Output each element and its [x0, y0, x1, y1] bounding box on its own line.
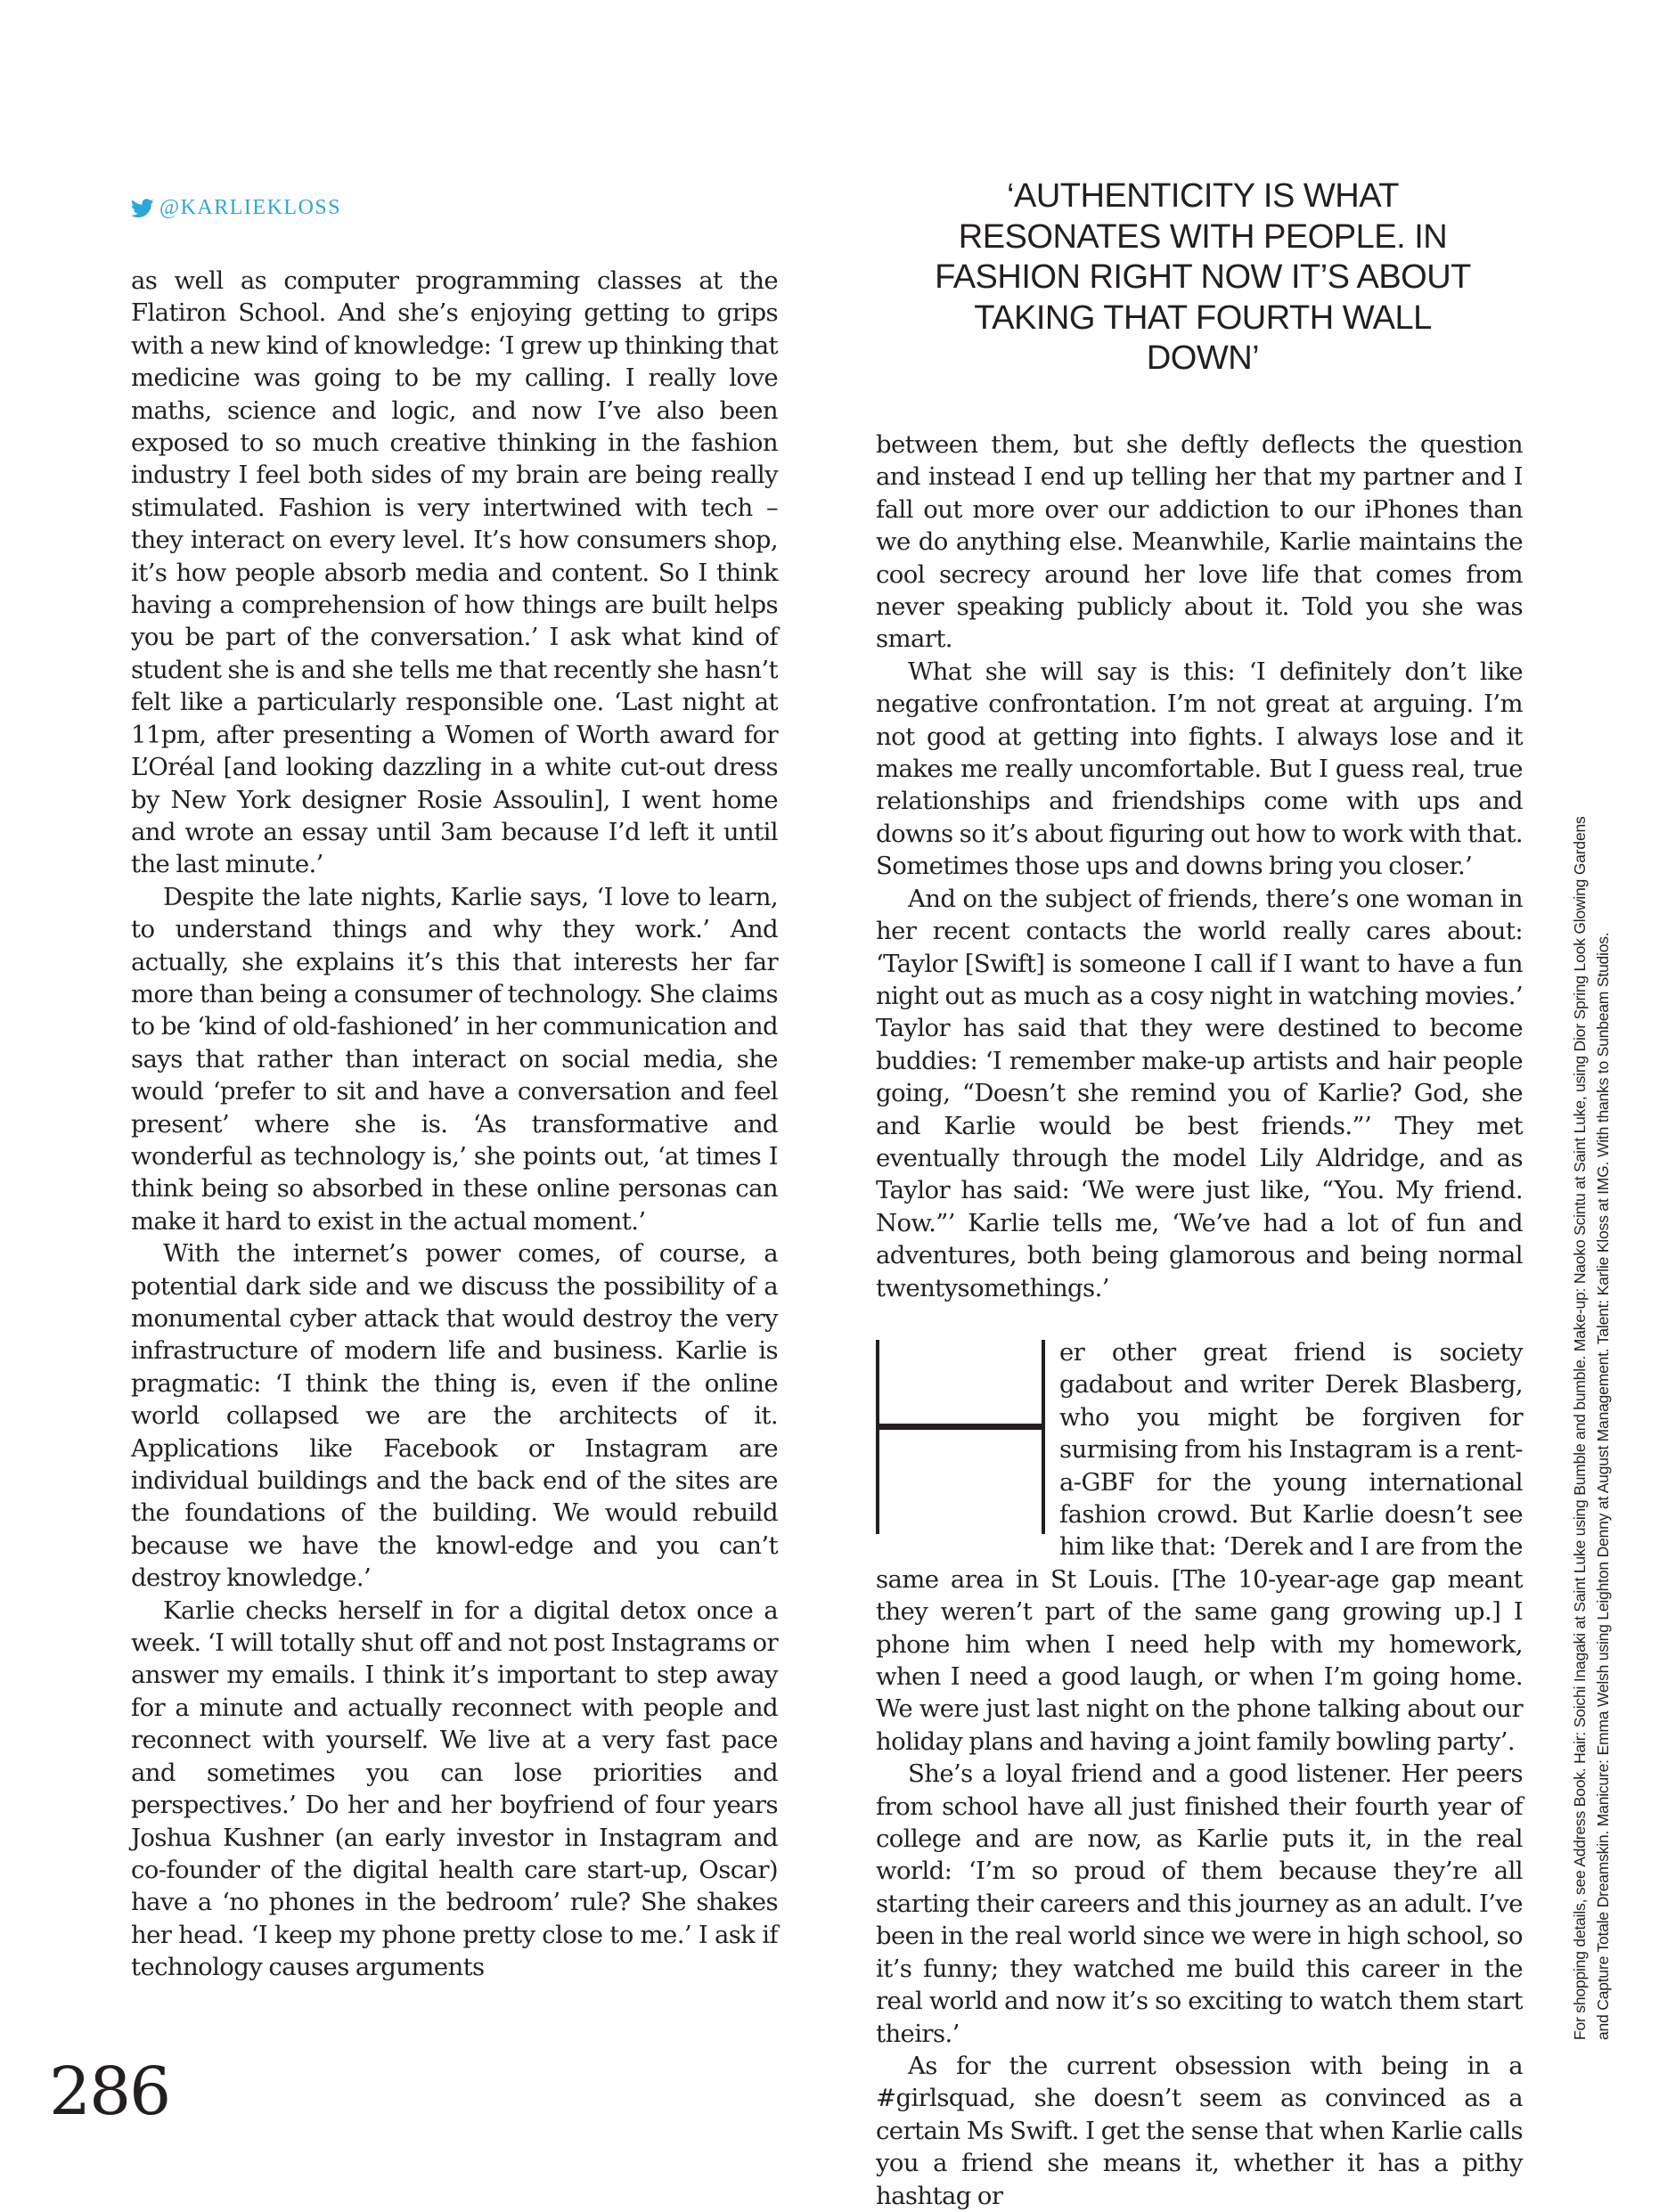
- photo-credits: [1568, 704, 1614, 2040]
- twitter-handle[interactable]: [131, 196, 341, 220]
- page-number: 286: [49, 2053, 170, 2130]
- twitter-handle-text: @KARLIEKLOSS: [159, 196, 342, 219]
- right-paragraph-3: And on the subject of friends, there’s one woman in her recent contacts the world really cares about: ‘Taylor [Swift] is someone I call if I want to have a fun night out as much as a cosy night in watching movies.’ Taylor has said that they were destined to become buddies: ‘I remember make-up artists and hair people going, “Doesn’t she remind you of Karlie? God, she and Karlie would be best friends.”’ They met eventually through the model Lily Aldridge, and as Taylor has said: ‘We were just like, “You. My friend. Now.”’ Karlie tells me, ‘We’ve had a lot of fun and adventures, both being glamorous and being normal twentysomethings.’: [876, 884, 1523, 1302]
- left-paragraph-1: as well as computer programming classes at the Flatiron School. And she’s enjoying getting to grips with a new kind of knowledge: ‘I grew up thinking that medicine was going to be my calling. I really love maths, science and logic, and now I’ve also been exposed to so much creative thinking in the fashion industry I feel both sides of my brain are being really stimulated. Fashion is very intertwined with tech – they interact on every level. It’s how consumers shop, it’s how people absorb media and content. So I think having a comprehension of how things are built helps you be part of the conversation.’ I ask what kind of student she is and she tells me that recently she hasn’t felt like a particularly responsible one. ‘Last night at 11pm, after presenting a Women of Worth award for L’Oréal [and looking dazzling in a white cut-out dress by New York designer Rosie Assoulin], I went home and wrote an essay until 3am because I’d left it until the last minute.’: [131, 266, 778, 879]
- left-article-column: [131, 265, 778, 1984]
- left-paragraph-2: Despite the late nights, Karlie says, ‘I love to learn, to understand things and why they work.’ And actually, she explains it’s this that interests her far more than being a consumer of technology. She claims to be ‘kind of old-fashioned’ in her communication and says that rather than interact on social media, she would ‘prefer to sit and have a conversation and feel present’ where she is. ‘As transformative and wonderful as technology is,’ she points out, ‘at times I think being so absorbed in these online personas can make it hard to exist in the actual moment.’: [131, 882, 778, 1236]
- credits-line-1: For shopping details, see Address Book. Hair: Soichi Inagaki at Saint Luke using Bumble and bumble. Make-up: Naoko Scintu at Saint Luke, using Dior Spring Look Glowing Gardens: [1571, 816, 1589, 2040]
- right-article-column: [876, 429, 1523, 2212]
- drop-cap: [876, 1340, 1050, 1534]
- twitter-bird-icon: [131, 199, 154, 218]
- right-paragraph-5: She’s a loyal friend and a good listener. Her peers from school have all just finished their fourth year of college and are now, as Karlie puts it, in the real world: ‘I’m so proud of them because they’re all starting their careers and this journey as an adult. I’ve been in the real world since we were in high school, so it’s funny; they watched me build this career in the real world and now it’s so exciting to watch them start theirs.’: [876, 1759, 1523, 2048]
- left-paragraph-3: With the internet’s power comes, of course, a potential dark side and we discuss the possibility of a monumental cyber attack that would destroy the very infrastructure of modern life and business. Karlie is pragmatic: ‘I think the thing is, even if the online world collapsed we are the architects of it. Applications like Facebook or Instagram are individual buildings and the back end of the sites are the foundations of the building. We would rebuild because we have the knowl-edge and you can’t destroy knowledge.’: [131, 1239, 778, 1593]
- drop-cap-section: [876, 1336, 1523, 1758]
- right-paragraph-2: What she will say is this: ‘I definitely don’t like negative confrontation. I’m not great at arguing. I’m not good at getting into fights. I always lose and it makes me really uncomfortable. But I guess real, true relationships and friendships come with ups and downs so it’s about figuring out how to work with that. Sometimes those ups and downs bring you closer.’: [876, 657, 1523, 881]
- pull-quote: ‘AUTHENTICITY IS WHAT RESONATES WITH PEOPLE. IN FASHION RIGHT NOW IT’S ABOUT TAKING THAT FOURTH WALL DOWN’: [935, 177, 1471, 377]
- left-paragraph-4: Karlie checks herself in for a digital detox once a week. ‘I will totally shut off and not post Instagrams or answer my emails. I think it’s important to step away for a minute and actually reconnect with people and reconnect with yourself. We live at a very fast pace and sometimes you can lose priorities and perspectives.’ Do her and her boyfriend of four years Joshua Kushner (an early investor in Instagram and co-founder of the digital health care start-up, Oscar) have a ‘no phones in the bedroom’ rule? She shakes her head. ‘I keep my phone pretty close to me.’ I ask if technology causes arguments: [131, 1596, 778, 1982]
- credits-line-2: and Capture Totale Dreamskin. Manicure: Emma Welsh using Leighton Denny at August Management. Talent: Karlie Kloss at IMG. With thanks to Sunbeam Studios.: [1594, 932, 1612, 2040]
- right-paragraph-dropcap: er other great friend is society gadabout and writer Derek Blasberg, who you might be forgiven for surmising from his Instagram is a rent-a-GBF for the young international fashion crowd. But Karlie doesn’t see him like that: ‘Derek and I are from the same area in St Louis. [The 10-year-age gap meant they weren’t part of the same gang growing up.] I phone him when I need help with my homework, when I need a good laugh, or when I’m going home. We were just last night on the phone talking about our holiday plans and having a joint family bowling party’.: [876, 1337, 1523, 1756]
- right-paragraph-6: As for the current obsession with being in a #girlsquad, she doesn’t seem as convinced as a certain Ms Swift. I get the sense that when Karlie calls you a friend she means it, whether it has a pithy hashtag or: [876, 2051, 1523, 2210]
- right-paragraph-1: between them, but she deftly deflects the question and instead I end up telling her that my partner and I fall out more over our addiction to our iPhones than we do anything else. Meanwhile, Karlie maintains the cool secrecy around her love life that comes from never speaking publicly about it. Told you she was smart.: [876, 430, 1523, 654]
